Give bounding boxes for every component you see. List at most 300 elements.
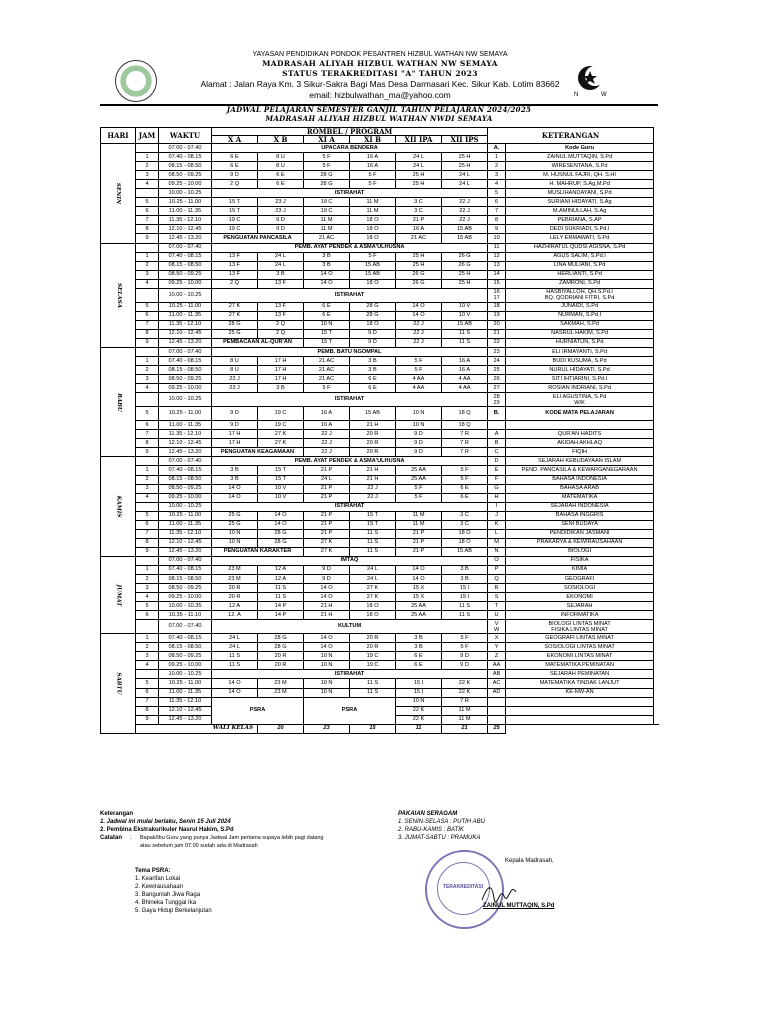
ket-text: KE-NW-AN [506,688,654,697]
class-cell: 18 O [350,320,396,329]
class-cell: 14 O [212,688,258,697]
schedule-row [101,620,660,634]
waktu-cell: 08.50 - 09.25 [159,584,212,593]
class-cell: 11 S [258,593,304,602]
class-cell: 23 M [212,575,258,584]
class-cell: 14 O [396,311,442,320]
class-cell: 19 C [258,407,304,421]
waktu-cell: 12.10 - 12.45 [159,706,212,715]
class-cell: 28 G [304,171,350,180]
class-cell: 3 B [350,366,396,375]
waktu-cell: 12.45 - 13.20 [159,338,212,347]
class-cell: 22 J [350,493,396,502]
class-cell: 25 G [212,520,258,529]
ket-text: SEJARAH INDONESIA [506,502,654,511]
wali-value: 15 [350,724,396,733]
ket-code [488,421,506,430]
catatan-2: atau sebelum jam 07.00 sudah ada di Madrasah [140,843,258,849]
waktu-cell: 08.15 - 08.50 [159,162,212,171]
class-cell: 7 R [442,439,488,448]
ket-text: INFORMATIKA [506,611,654,620]
schedule-row [101,189,660,198]
class-cell: 23 J [212,375,258,384]
class-cell: 20 R [212,584,258,593]
schedule-row [101,475,660,484]
class-cell: 13 F [212,270,258,279]
class-cell: 24 L [442,171,488,180]
class-cell: 11 M [396,520,442,529]
class-cell: 11 S [350,547,396,556]
class-cell: 6 E [258,171,304,180]
ket-text: M. HUSNUL FAJRI, QH. S.HI [506,171,654,180]
day-name: SABTU [115,672,122,695]
class-cell: 19 C [350,661,396,670]
class-cell: 19 C [212,216,258,225]
ket-code: C [488,448,506,457]
waktu-cell: 10.00 - 10.25 [159,393,212,407]
ket-text: KIMIA [506,565,654,574]
schedule-row [101,357,660,366]
ket-text: ELI IRMAYANTI, S.Pd [506,347,654,356]
class-cell: 9 D [304,575,350,584]
class-cell: 10 N [212,529,258,538]
ket-code: I [488,502,506,511]
class-cell: 10 N [304,652,350,661]
jam-cell: 4 [136,180,159,189]
class-cell: 17 H [258,375,304,384]
schedule-row [101,366,660,375]
ket-text: WIRESENTANA, S.Pd [506,162,654,171]
class-cell: 3 B [396,643,442,652]
ket-code: 15 [488,279,506,288]
jam-cell: 4 [136,493,159,502]
class-cell: 9 D [304,565,350,574]
class-cell: 18 O [350,279,396,288]
waktu-cell: 11.35 - 12.10 [159,430,212,439]
activity-cell: IMTAQ [212,556,488,565]
schedule-row [101,652,660,661]
class-cell: 14 O [304,593,350,602]
tema-1: 1. Kearifan Lokal [135,876,181,882]
ket-code: B. [488,407,506,421]
ket-text: SAKMAH, S.Pd [506,320,654,329]
class-cell: 13 F [258,279,304,288]
class-cell: 26 G [442,252,488,261]
ket-text: AKIDAH AKHLAQ [506,439,654,448]
class-cell: 15 I [442,593,488,602]
class-cell: 21 P [396,216,442,225]
class-cell: 20 R [258,661,304,670]
ket-text: JUNAIDI, S.Pd [506,302,654,311]
class-cell: 9 D [212,407,258,421]
class-cell: 18 O [442,529,488,538]
class-cell: 15 T [304,338,350,347]
class-cell: 14 O [396,575,442,584]
class-cell: 25 H [442,162,488,171]
ket-code: 5 [488,189,506,198]
col-jam: JAM [136,128,159,144]
schedule-row [101,216,660,225]
jam-cell: 5 [136,602,159,611]
ket-code-line: 28 [493,393,500,400]
ket-code: N [488,547,506,556]
class-cell: 24 L [212,643,258,652]
waktu-cell: 10.25 - 11.00 [159,407,212,421]
jam-cell [136,620,159,634]
schedule-row [101,302,660,311]
class-cell: 23 J [212,384,258,393]
jam-cell: 9 [136,338,159,347]
schedule-row [101,180,660,189]
class-header: XII IPS [442,136,488,144]
col-keterangan: KETERANGAN [488,128,654,144]
class-cell: 26 G [396,270,442,279]
class-cell: 5 F [304,162,350,171]
schedule-row [101,439,660,448]
class-cell: 9 D [396,439,442,448]
jam-cell: 4 [136,661,159,670]
schedule-row [101,502,660,511]
class-cell: 23 M [258,679,304,688]
schedule-row [101,556,660,565]
schedule-row [101,198,660,207]
waktu-cell: 11.35 - 12.10 [159,697,212,706]
schedule-row [101,511,660,520]
schedule-row [101,393,660,407]
jam-cell: 1 [136,153,159,162]
waktu-cell: 07.40 - 08.15 [159,466,212,475]
ket-text: ZAINUL MUTTAQIN, S.Pd [506,153,654,162]
class-cell: 18 O [350,611,396,620]
waktu-cell: 07.40 - 08.15 [159,357,212,366]
jam-cell: 8 [136,538,159,547]
class-cell: 24 L [396,153,442,162]
class-cell: 11 S [350,529,396,538]
class-cell: 25 G [212,511,258,520]
class-cell: 6 E [396,661,442,670]
class-cell: 16 A [304,407,350,421]
class-cell: 6 E [396,652,442,661]
class-cell: 5 F [442,634,488,643]
class-cell: 10 V [258,484,304,493]
ket-text: BIOLOGI [506,547,654,556]
waktu-cell: 10.00 - 10.25 [159,189,212,198]
activity-cell: PENGUATAN KEAGAMAAN [212,448,304,457]
class-cell: 14 O [396,302,442,311]
schedule-row [101,347,660,356]
schedule-row [101,493,660,502]
activity-cell: ISTIRAHAT [212,393,488,407]
class-cell: 3 B [442,565,488,574]
class-cell: 12 A [258,575,304,584]
waktu-cell: 07.40 - 08.15 [159,153,212,162]
col-rombel: ROMBEL / PROGRAM [212,128,488,136]
jam-cell: 6 [136,688,159,697]
class-cell: 24 L [442,180,488,189]
activity-cell: PEMB. AYAT PENDEK & ASMA'ULHUSNA [212,243,488,252]
class-cell: 14 P [258,611,304,620]
class-cell: 22 J [350,484,396,493]
seragam-2: 2. RABU-KAMIS : BATIK [398,827,464,833]
day-name: SELASA [115,282,122,308]
ket-code: 8 [488,216,506,225]
day-cell [101,347,136,456]
ket-code: 14 [488,270,506,279]
class-cell: 28 G [258,529,304,538]
waktu-cell: 10.25 - 11.00 [159,198,212,207]
uniform-section [398,810,598,842]
svg-text:W: W [601,92,607,98]
ket-code: 1 [488,153,506,162]
schedule-row [101,670,660,679]
wali-value: 23 [304,724,350,733]
wali-value: 21 [442,724,488,733]
ket-text-line: W/K [574,399,585,406]
email: email: hizbulwathan_ma@yahoo.com [309,90,451,100]
ket-code: 11 [488,243,506,252]
ket-code: X [488,634,506,643]
class-cell: 10 N [304,679,350,688]
jam-cell [136,288,159,302]
class-cell: 7 R [442,697,488,706]
waktu-cell: 10.25 - 11.00 [159,679,212,688]
ket-text-line: BIOLOGI LINTAS MINAT [548,620,611,627]
waktu-cell: 08.50 - 09.25 [159,375,212,384]
waktu-cell: 07.00 - 07.40 [159,144,212,153]
catatan-label: Catatan [100,835,123,841]
class-cell: 2 Q [212,279,258,288]
schedule-row [101,679,660,688]
waktu-cell: 09.25 - 10.00 [159,593,212,602]
ket-text: M.AMINULLAH, S.Ag [506,207,654,216]
ket-code: 9 [488,225,506,234]
class-cell: 17 H [212,439,258,448]
class-cell: 9 D [350,329,396,338]
class-cell: 21 AC [304,375,350,384]
jam-cell: 7 [136,697,159,706]
class-cell: 11 M [350,198,396,207]
waktu-cell: 07.00 - 07.40 [159,620,212,634]
ket-code: 2 [488,162,506,171]
jam-cell: 2 [136,162,159,171]
class-cell: 13 F [258,302,304,311]
schedule-row [101,375,660,384]
waktu-cell: 08.15 - 08.50 [159,475,212,484]
class-cell: 11 S [442,611,488,620]
ket-text: MATEMATIKA TINDAK LANJUT [506,679,654,688]
schedule-row [101,144,660,153]
ket-text: GEOGRAFI LINTAS MINAT [506,634,654,643]
class-cell: 19 C [350,652,396,661]
class-cell: 21 P [396,538,442,547]
class-cell: 15 X [396,593,442,602]
class-cell: 18 O [442,538,488,547]
activity-cell: ISTIRAHAT [212,189,488,198]
class-cell: 22 J [442,198,488,207]
ket-text: BAHASA INGGRIS [506,511,654,520]
jam-cell: 3 [136,375,159,384]
ket-text: GEOGRAFI [506,575,654,584]
ket-code: Q [488,575,506,584]
class-cell: 3 B [258,270,304,279]
class-cell: 21 P [304,520,350,529]
class-cell: 22 K [396,715,442,724]
class-cell: 19 C [304,207,350,216]
class-cell: 14 O [258,520,304,529]
waktu-cell: 12.45 - 13.20 [159,547,212,556]
ket-text: EKONOMI [506,593,654,602]
waktu-cell: 10.25 - 11.00 [159,511,212,520]
waktu-cell: 12.10 - 12.45 [159,329,212,338]
class-cell: 23 M [212,565,258,574]
class-cell: 7 R [442,448,488,457]
class-cell: 11 S [442,329,488,338]
class-header: XII IPA [396,136,442,144]
waktu-cell: 11.00 - 11.35 [159,311,212,320]
schedule-row [101,688,660,697]
class-cell: 25 H [442,153,488,162]
class-cell: 2 Q [258,320,304,329]
class-cell: 3 B [396,634,442,643]
schedule-table [100,127,659,734]
ket-text: MATEMATIKA PEMINATAN [506,661,654,670]
waktu-cell: 08.15 - 08.50 [159,643,212,652]
class-cell: 9 D [212,171,258,180]
ket-text: SITI IHTIARINI, S.Pd.I [506,375,654,384]
class-cell: 21 P [396,529,442,538]
waktu-cell: 12.45 - 13.20 [159,234,212,243]
class-cell: 12. A [212,611,258,620]
ket-text: SEJARAH PEMINATAN [506,670,654,679]
class-cell: 8 U [212,357,258,366]
class-cell: 6 E [442,484,488,493]
class-cell: 15 T [258,466,304,475]
class-cell: 6 E [258,180,304,189]
activity-cell: PEMB. AYAT PENDEK & ASMA'ULHUSNA [212,457,488,466]
ket-code: A. [488,144,506,153]
jam-cell [136,670,159,679]
ket-code: U [488,611,506,620]
schedule-row [101,634,660,643]
jam-cell: 3 [136,270,159,279]
class-cell: 8 U [258,153,304,162]
ket-text-line: HASBIYALLOH, QH.S.Pd.I [546,289,613,296]
ket-text [506,620,654,634]
ket-text: PEND. PANCASILA & KEWARGANEGARAAN [506,466,654,475]
class-cell: 28 G [212,320,258,329]
class-cell: 20 R [350,634,396,643]
schedule-row [101,288,660,302]
ket-code: A [488,430,506,439]
school-name: MADRASAH ALIYAH HIZBUL WATHAN NW SEMAYA [262,59,498,68]
tema-title: Tema PSRA: [135,868,171,874]
address: Alamat : Jalan Raya Km. 3 Sikur-Sakra Bagi Mas Desa Darmasari Kec. Sikur Kab. Lotim 83662 [200,79,560,89]
waktu-cell: 10.00 - 10.35 [159,602,212,611]
waktu-cell: 09.25 - 10.00 [159,384,212,393]
class-cell: 10 N [396,421,442,430]
ket-text: BUDI KUSUMA, S.Pd [506,357,654,366]
class-cell: 11 S [442,602,488,611]
class-cell: 18 O [350,216,396,225]
day-cell [101,457,136,557]
ket-code-line: 29 [493,399,500,406]
class-cell: 10 N [304,688,350,697]
class-cell: 16 A [442,366,488,375]
jam-cell: 1 [136,634,159,643]
col-waktu: WAKTU [159,128,212,144]
day-cell [101,243,136,347]
class-cell: 10 N [396,407,442,421]
ket-text: MATEMATIKA [506,493,654,502]
schedule-row [101,338,660,347]
waktu-cell: 07.00 - 07.40 [159,457,212,466]
schedule-row [101,421,660,430]
class-cell: 15 AB [442,547,488,556]
ket-code: F [488,475,506,484]
ket-code: P [488,565,506,574]
day-name: JUMAT [115,584,122,607]
ket-text: PRAKARYA & KEWIRAUSAHAAN [506,538,654,547]
waktu-cell: 12.45 - 13.20 [159,448,212,457]
ket-text: KODE MATA PELAJARAN [506,407,654,421]
wali-value: 25 [488,724,506,733]
footer-notes [100,810,400,850]
jam-cell: 2 [136,643,159,652]
class-cell: 25 AA [396,466,442,475]
class-cell: 14 O [304,634,350,643]
class-cell: 22 K [442,688,488,697]
class-cell: 20 R [258,652,304,661]
class-cell: 15 AB [442,225,488,234]
ket-code: 18 [488,302,506,311]
class-cell: 22 J [442,207,488,216]
class-cell: 21 P [304,493,350,502]
jam-cell: 4 [136,384,159,393]
tema-3: 3. Bangunlah Jiwa Raga [135,892,201,898]
class-cell: 25 G [212,329,258,338]
class-cell: 22 K [396,706,442,715]
ket-text: MUSLIHANDAYANI, S.Pd [506,189,654,198]
schedule-row [101,225,660,234]
waktu-cell: 07.00 - 07.40 [159,556,212,565]
class-cell: 4 AA [442,375,488,384]
wali-value: 11 [396,724,442,733]
class-cell: 11 S [350,688,396,697]
jam-cell: 5 [136,198,159,207]
ket-text [506,421,654,430]
class-cell: 21 P [304,529,350,538]
ket-code: 12 [488,252,506,261]
jam-cell [136,144,159,153]
waktu-cell: 12.10 - 12.45 [159,439,212,448]
class-cell: 3 C [396,198,442,207]
waktu-cell: 11.00 - 11.35 [159,688,212,697]
class-cell: 28 G [258,634,304,643]
class-cell: 27 K [212,302,258,311]
waktu-cell: 08.50 - 09.25 [159,171,212,180]
ket-code: O [488,556,506,565]
wali-value: 20 [258,724,304,733]
ket-code: T [488,602,506,611]
catatan-sep: : [130,835,132,841]
class-cell: 3 B [304,261,350,270]
class-cell: 10 N [304,320,350,329]
class-cell: 20 R [212,593,258,602]
waktu-cell: 07.00 - 07.40 [159,243,212,252]
class-cell: 15 T [304,329,350,338]
jam-cell: 3 [136,652,159,661]
waktu-cell: 12.10 - 12.45 [159,538,212,547]
